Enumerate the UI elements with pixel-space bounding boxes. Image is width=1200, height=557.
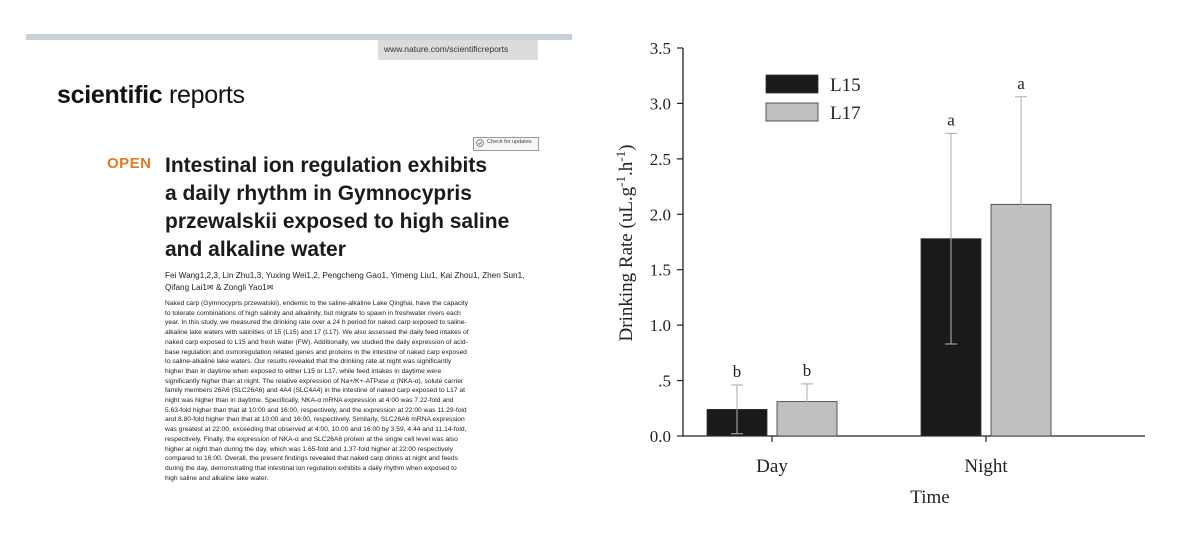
y-tick-label: 1.5 — [649, 260, 671, 280]
abstract-line: to saline-alkaline lake waters. Our results revealed that the drinking rate at night was significantly — [165, 358, 452, 366]
abstract-line: Naked carp (Gymnocypris przewalskii), endemic to the saline-alkaline Lake Qinghai, have the capacity — [165, 300, 468, 307]
x-tick-label: Day — [756, 456, 788, 477]
brand-rest: reports — [162, 81, 245, 109]
legend-swatch-l15 — [766, 75, 818, 93]
x-tick-label: Night — [964, 456, 1008, 477]
abstract-line: significantly higher than at night. The relative expression of Na+/K+-ATPase α (NKA-α), solute carrier — [165, 377, 464, 385]
abstract-line: high saline and alkaline lake water. — [165, 474, 269, 482]
y-tick-label: .5 — [658, 371, 671, 391]
abstract-line: to tolerate combinations of high salinity and alkalinity, but migrate to spawn in freshwater rivers each — [165, 309, 461, 317]
abstract-line: respectively. Finally, the expression of NKA-α and SLC26A6 protein at the single cell level was also — [165, 435, 458, 443]
abstract-line: naked carp exposed to L15 and fresh water (FW). Additionally, we studied the daily expression of acid- — [165, 338, 468, 346]
y-axis-label — [613, 145, 637, 342]
significance-label: a — [1017, 73, 1025, 93]
abstract-line: during the day, demonstrating that intestinal ion regulation exhibits a daily rhythm when exposed to — [165, 464, 457, 472]
chart-canvas — [600, 0, 1200, 557]
title-line: a daily rhythm in Gymnocypris — [165, 182, 472, 205]
journal-url[interactable]: www.nature.com/scientificreports — [384, 44, 509, 54]
abstract-line: alkaline lake waters with salinities of 15 (L15) and 17 (L17). We also assessed the daily feed intakes of — [165, 329, 469, 337]
y-tick-label: 2.0 — [649, 205, 671, 225]
abstract-line: compared to 16:00. Overall, the present findings revealed that naked carp drinks at night and feeds — [165, 455, 458, 463]
legend-label: L15 — [830, 75, 861, 96]
abstract-line: higher than in daytime when exposed to either L15 or L17, while feed intakes in daytime were — [165, 367, 442, 375]
abstract-line: was greatest at 22:00, exceeding that observed at 4:00, 10:00 and 16:00 by 3.59, 4.44 and 11.14-fold, — [165, 426, 467, 434]
abstract-line: year. In this study, we measured the drinking rate over a 24 h period for naked carp exposed to saline- — [165, 319, 467, 327]
significance-label: b — [732, 362, 742, 382]
title-line: and alkaline water — [165, 238, 346, 261]
check-updates-icon — [476, 139, 484, 147]
title-line: przewalskii exposed to high saline — [165, 210, 510, 233]
drinking-rate-chart — [600, 0, 1200, 557]
abstract-line: night was higher than in daytime. Specifically, NKA-α mRNA expression at 4:00 was 7.22-fold and — [165, 397, 454, 405]
author-line: Qifang Lai1✉ & Zongli Yao1✉ — [165, 283, 274, 292]
y-label-main: Drinking Rate (uL.g — [616, 186, 637, 342]
y-label-sup2: -1 — [613, 150, 628, 162]
abstract-line: and 8.80-fold higher than that at 10:00 and 16:00, respectively. Similarly, SLC26A6 mRNA expression — [165, 416, 465, 424]
abstract-line: higher at night than during the day, which was 1.65-fold and 1.37-fold higher at 22:00 respectively — [165, 445, 453, 453]
significance-label: a — [947, 110, 955, 130]
significance-label: b — [802, 360, 812, 380]
journal-brand — [57, 81, 245, 110]
y-tick-label: 2.5 — [649, 149, 671, 169]
legend-swatch-l17 — [766, 103, 818, 121]
chart-legend — [766, 75, 861, 124]
open-access-label: OPEN — [107, 155, 152, 172]
y-label-mid: .h — [616, 161, 637, 176]
abstract-line: 5.63-fold higher than that at 10:00 and 16:00, respectively, and the expression at 22:00 was 11.29-fold — [165, 406, 467, 414]
author-list — [165, 270, 545, 294]
title-line: Intestinal ion regulation exhibits — [165, 154, 488, 177]
abstract-line: base regulation and osmoregulation related genes and proteins in the intestine of naked carp exposed — [165, 348, 467, 356]
y-tick-label: 3.5 — [649, 39, 671, 58]
abstract-line: family members 26A6 (SLC26A6) and 4A4 (SLC4A4) in the intestine of naked carp exposed to L17 at — [165, 387, 465, 395]
y-tick-label: 3.0 — [649, 94, 671, 114]
abstract — [165, 299, 555, 483]
legend-label: L17 — [830, 103, 861, 124]
y-label-sup1: -1 — [613, 175, 628, 187]
brand-bold: scientific — [57, 81, 163, 109]
x-axis-label: Time — [910, 487, 950, 508]
author-line: Fei Wang1,2,3, Lin Zhu1,3, Yuxing Wei1,2, Pengcheng Gao1, Yimeng Liu1, Kai Zhou1, Zhen Sun1, — [165, 271, 525, 280]
paper-title — [165, 152, 575, 264]
y-tick-label: 1.0 — [649, 316, 671, 336]
chart-bars — [707, 74, 1051, 436]
check-for-updates-label: Check for updates — [487, 139, 532, 145]
y-label-end: ) — [616, 144, 637, 151]
y-tick-label: 0.0 — [649, 427, 671, 446]
